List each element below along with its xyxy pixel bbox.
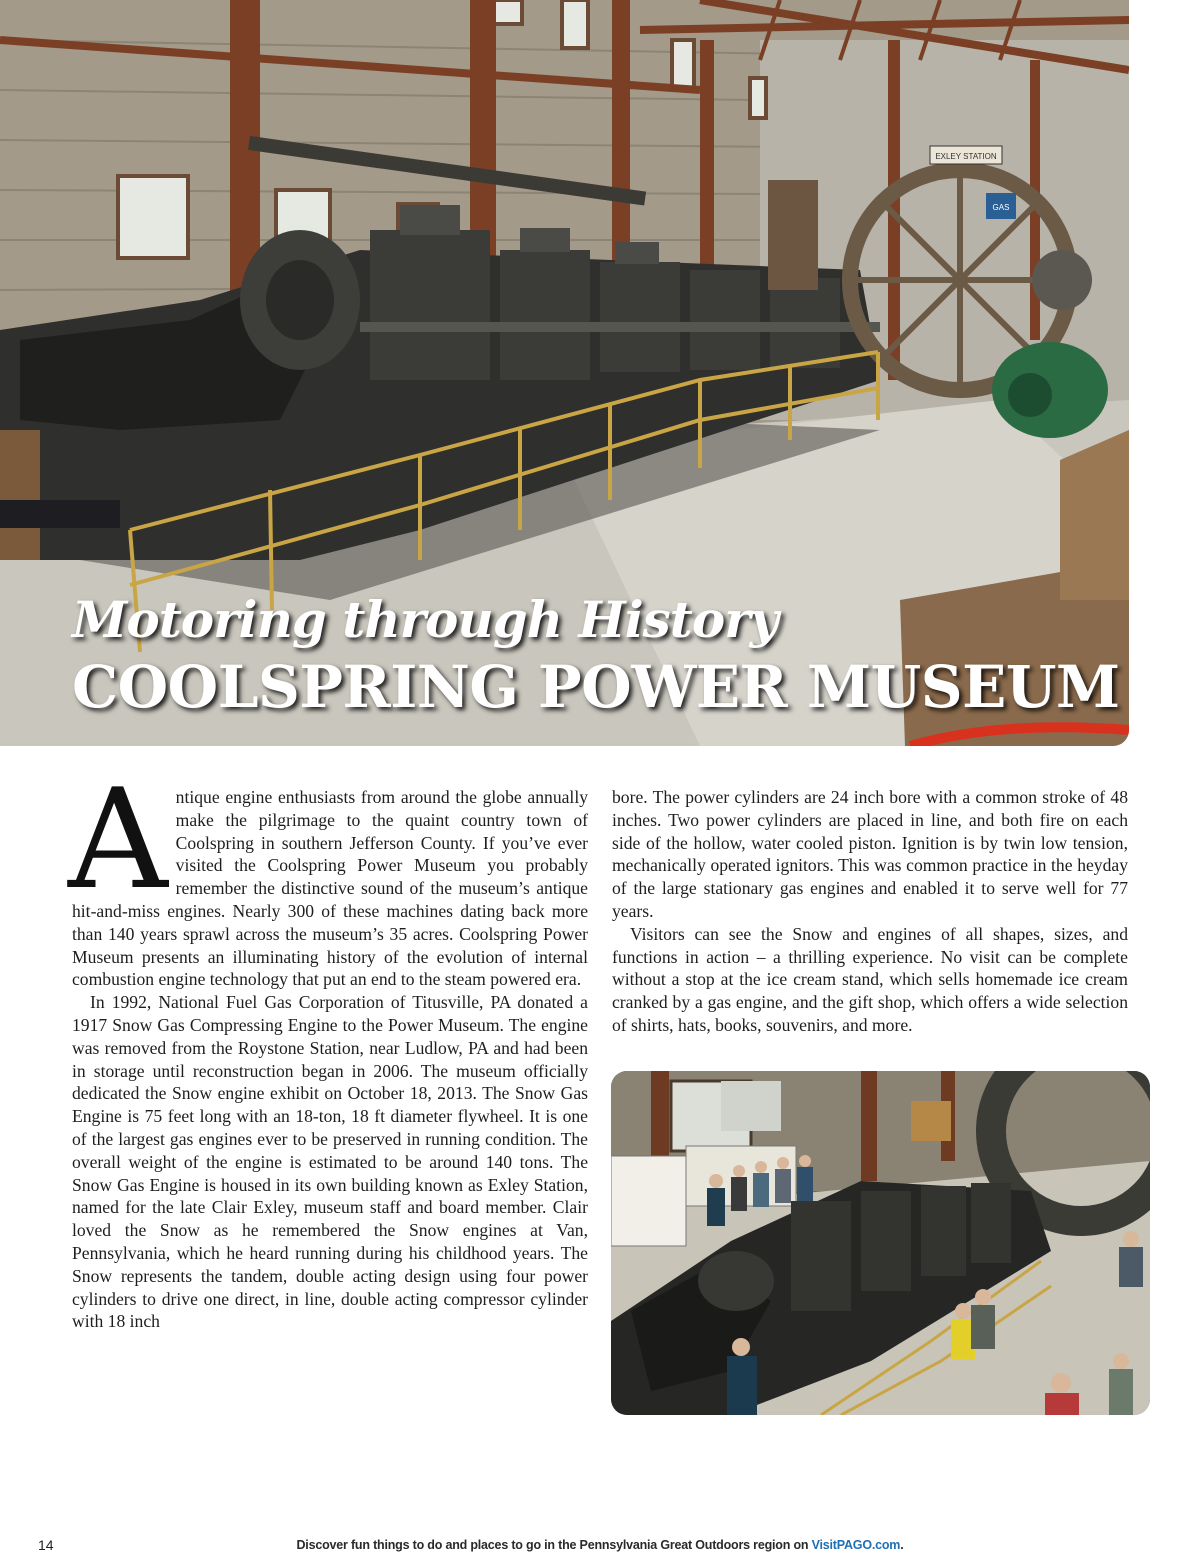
sign-gas: GAS: [992, 203, 1010, 212]
visitors-illustration: [611, 1071, 1150, 1415]
article-column-right: [612, 786, 1128, 1037]
hero-photo: [0, 0, 1129, 746]
page-number: 14: [38, 1537, 54, 1553]
snow-engine-photo: [611, 1071, 1150, 1415]
hero-title-script: Motoring through History: [72, 590, 778, 649]
paragraph-1-text: ntique engine enthusiasts from around the globe annually make the pilgrimage to the quaint country town of Coolspring in southern Jefferson County. If you’ve ever visited the Coolspring Power Museum you probably remember the distinctive sound of the museum’s antique hit-and-miss engines. Nearly 300 of these machines dating back more than 140 years sprawl across the museum’s 35 acres. Coolspring Power Museum presents an illuminating history of the evolution of internal combustion engine technology that put an end to the steam powered era.: [72, 787, 588, 990]
article-paragraph-3: Visitors can see the Snow and engines of all shapes, sizes, and functions in action – a thrilling experience. No visit can be complete without a stop at the ice cream stand, which sells homemade ice cream cranked by a gas engine, and the gift shop, which offers a wide selection of shirts, hats, books, souvenirs, and more.: [612, 923, 1128, 1035]
article-paragraph-2-continued: bore. The power cylinders are 24 inch bore with a common stroke of 48 inches. Two power cylinders are placed in line, and both fire on each side of the hollow, water cooled piston. Ignition is by twin low tension, mechanically operated ignitors. This was common practice in the heyday of the large stationary gas engines and enabled it to serve well for 77 years.: [612, 787, 1128, 921]
footer-text: Discover fun things to do and places to go in the Pennsylvania Great Outdoors region on: [296, 1538, 812, 1552]
drop-cap: A: [68, 759, 168, 920]
sign-exley-station: EXLEY STATION: [935, 152, 997, 161]
footer-period: .: [900, 1538, 904, 1552]
article-column-left: [68, 759, 588, 1333]
hero-title: [72, 588, 1120, 722]
visitpago-link[interactable]: VisitPAGO.com: [811, 1538, 901, 1552]
article-paragraph-1: [68, 759, 588, 991]
footer-tagline: [200, 1538, 1000, 1552]
hero-title-main: COOLSPRING POWER MUSEUM: [72, 653, 1120, 721]
article-paragraph-2: In 1992, National Fuel Gas Corporation of Titusville, PA donated a 1917 Snow Gas Compressing Engine to the Power Museum. The engine was removed from the Roystone Station, near Ludlow, PA and had been in storage until reconstruction began in 2006. The museum officially dedicated the Snow engine exhibit on October 18, 2013. The Snow Gas Engine is 75 feet long with an 18-ton, 18 ft diameter flywheel. It is one of the largest gas engines ever to be preserved in running condition. The overall weight of the engine is estimated to be around 140 tons. The Snow Gas Engine is housed in its own building known as Exley Station, named for the late Clair Exley, museum staff and board member. Clair loved the Snow as he remembered the Snow engines at Van, Pennsylvania, which he heard running during his childhood years. The Snow represents the tandem, double acting design using four power cylinders to drive one direct, in line, double acting compressor cylinder with 18 inch: [72, 992, 588, 1332]
